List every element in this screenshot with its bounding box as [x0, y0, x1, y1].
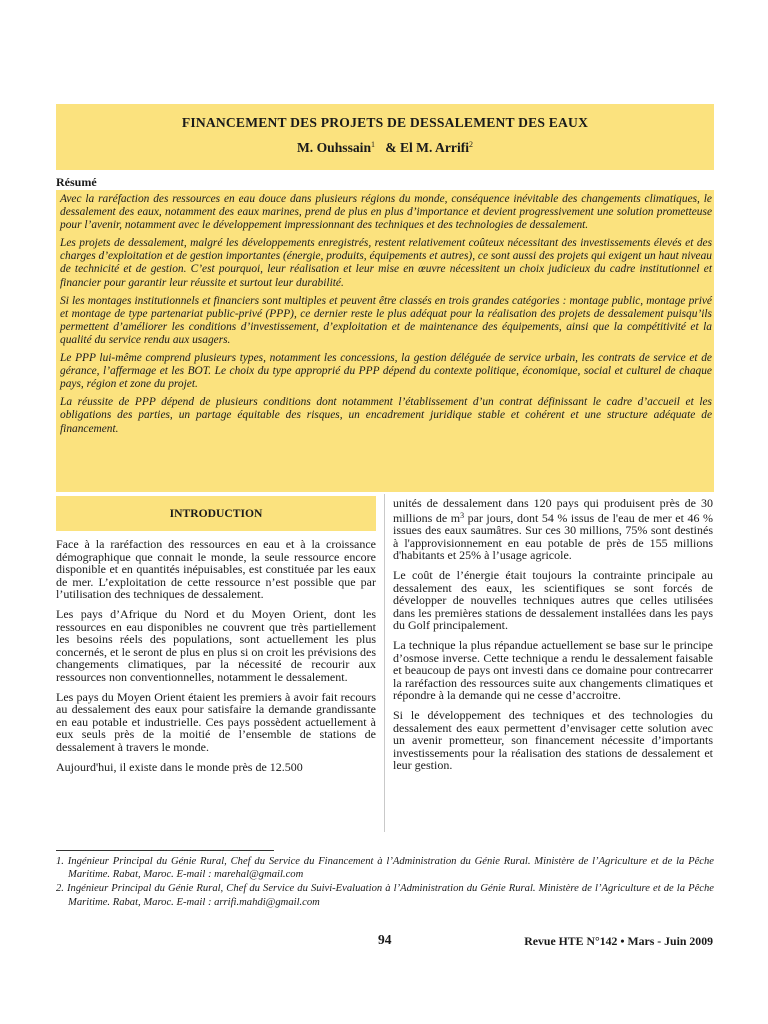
author-2-footnote-mark: 2	[469, 140, 474, 149]
author-2: & El M. Arrifi	[385, 140, 470, 155]
abstract-paragraph: La réussite de PPP dépend de plusieurs conditions dont notamment l’établissement d’un contrat définissant le cadre d’accueil et les obligations des parties, un partage équitable des risques, un encadrement juridique stable et cohérent et une structure adéquate de financement.	[60, 396, 712, 435]
body-paragraph: La technique la plus répandue actuellement se base sur le principe d’osmose inverse. Cette technique a rendu le dessalement faisable et beaucoup de pays ont investi dans ce domaine pour contrecarrer la raréfaction des ressources suite aux changements climatiques et répondre à la demande qui ne cesse d’accroitre.	[393, 637, 713, 703]
abstract-paragraph: Avec la raréfaction des ressources en eau douce dans plusieurs régions du monde, conséquence inévitable des changements climatiques, le dessalement des eaux, notamment des eaux marines, prend de plus en plus d’importance et devient progressivement une solution prometteuse pour l’avenir, notamment avec le développement impressionnant des techniques et des technologies de dessalement.	[60, 193, 712, 232]
body-paragraph: Face à la raréfaction des ressources en eau et à la croissance démographique que connait le monde, la seule ressource encore disponible et en quantités inépuisables, est constituée par les eaux de mer. L’exploitation de cette ressource n’est possible que par l’utilisation des techniques de dessalement.	[56, 537, 376, 602]
body-text: par jours, dont 54 % issus de l'eau de mer et 46 % issues des eaux saumâtres. Sur ces 30 millions, 75% sont destinés à l'approvisionnement en eau potable de près de 155 millions d'habitants et 25% à l’usage agricole.	[393, 510, 714, 563]
body-paragraph: Le coût de l’énergie était toujours la contrainte principale au dessalement des eaux, les scientifiques se sont forcés de développer de nouvelles techniques autres que celles utilisées dans les premières stations de dessalement installées dans les pays du Golf principalement.	[393, 567, 713, 633]
footnote-rule	[56, 850, 274, 851]
author-1-footnote-mark: 1	[371, 140, 376, 149]
introduction-heading: INTRODUCTION	[56, 496, 376, 531]
abstract-paragraph: Le PPP lui-même comprend plusieurs types, notamment les concessions, la gestion déléguée de service urbain, les contrats de service et de gérance, l’affermage et les BOT. Le choix du type approprié du PPP dépend du contexte politique, économique, social et culturel de chaque pays, région et zone du projet.	[60, 352, 712, 391]
body-text: unités de dessalement dans 120 pays qui produisent près de 30 millions de m	[393, 496, 713, 525]
journal-footer: Revue HTE N°142 • Mars - Juin 2009	[524, 934, 713, 948]
footnotes	[56, 855, 714, 910]
body-paragraph: Les pays d’Afrique du Nord et du Moyen Orient, dont les ressources en eau disponibles ne couvrent que très partiellement les besoins réels des populations, sont actuellement les plus concernés, et le seront de plus en plus si on croit les prévisions des changements climatiques, par la nécessité de recourir aux ressources non conventionnelles, notamment le dessalement.	[56, 606, 376, 684]
article-title: FINANCEMENT DES PROJETS DE DESSALEMENT DES EAUX	[181, 115, 589, 130]
author-1: M. Ouhssain	[296, 140, 372, 155]
left-column	[56, 496, 376, 780]
body-paragraph: Aujourd'hui, il existe dans le monde près de 12.500	[56, 759, 303, 774]
abstract-paragraph: Les projets de dessalement, malgré les développements enregistrés, restent relativement coûteux nécessitant des investissements élevés et des charges d’exploitation et de gestion importantes (énergie, produits, équipements et autres), ce sont aussi des projets qui exigent un haut niveau de technicité et de gestion. C’est pourquoi, leur réalisation et leur mise en œuvre nécessitent un choix judicieux du cadre institutionnel et financier pour garantir leur réussite et surtout leur durabilité.	[60, 237, 712, 289]
abstract-paragraph: Si les montages institutionnels et financiers sont multiples et peuvent être classés en trois grandes catégories : montage public, montage privé et montage de type partenariat public-privé (PPP), ce dernier reste le plus adéquat pour la réalisation des projets de dessalement puisqu’ils permettent d’améliorer les conditions d’investissement, d’exploitation et de maintenance des équipements, ainsi que la compétitivité et la qualité du service rendu aux usagers.	[60, 294, 712, 346]
body-paragraph: Si le développement des techniques et des technologies du dessalement des eaux permettent d’envisager cette solution avec un avenir prometteur, son financement nécessite d’importants investissements pour la réalisation des stations de dessalement et leur gestion.	[393, 707, 713, 773]
footnote: 1. Ingénieur Principal du Génie Rural, Chef du Service du Financement à l’Administration du Génie Rural. Ministère de l’Agriculture et de la Pêche Maritime. Rabat, Maroc. E-mail : marehal@gmail.com	[56, 856, 714, 881]
title-box	[56, 104, 714, 170]
abstract-box	[56, 190, 714, 492]
body-paragraph	[393, 497, 713, 562]
article-authors	[56, 140, 714, 156]
column-divider	[384, 494, 385, 832]
body-paragraph: Les pays du Moyen Orient étaient les premiers à avoir fait recours au dessalement des eaux pour satisfaire la demande grandissante en eau potable et industrielle. Ces pays possèdent actuellement à eux seuls près de la moitié de l’ensemble de stations de dessalement à travers le monde.	[56, 689, 376, 754]
footnote: 2. Ingénieur Principal du Génie Rural, Chef du Service du Suivi-Evaluation à l’Administration du Génie Rural. Ministère de l’Agriculture et de la Pêche Maritime. Rabat, Maroc. E-mail : arrifi.mahdi@gmail.com	[56, 883, 714, 908]
right-column	[393, 497, 713, 779]
superscript: 3	[460, 510, 465, 520]
page-number: 94	[378, 932, 392, 947]
abstract-label: Résumé	[56, 175, 97, 189]
